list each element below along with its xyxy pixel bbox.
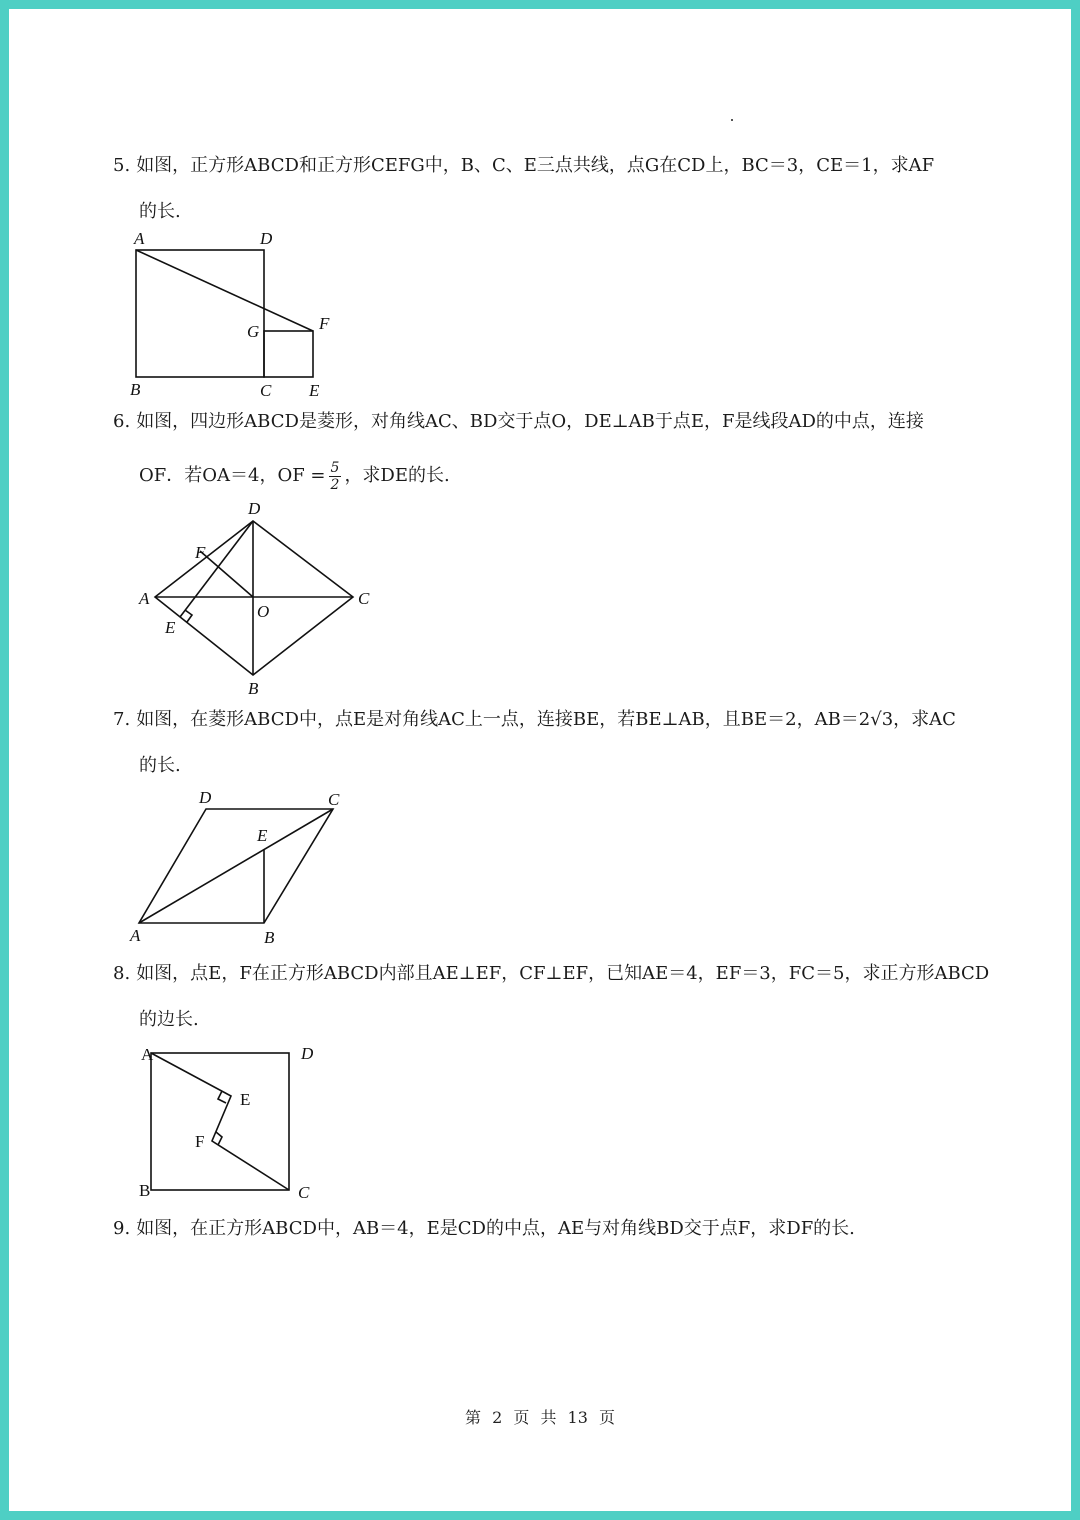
fraction (329, 460, 342, 493)
label-e: E (165, 618, 176, 637)
label-c: C (328, 790, 340, 809)
question-text-line1: 如图，在正方形ABCD中，AB＝4，E是CD的中点，AE与对角线BD交于点F，求DF的长. (136, 1218, 855, 1239)
question-number: 8. (113, 963, 131, 984)
stray-dot (731, 119, 733, 121)
label-e: E (240, 1090, 251, 1109)
question-text-line2: 的边长. (139, 1009, 199, 1030)
question-text-line2: 的长. (139, 755, 181, 776)
label-f: F (319, 314, 330, 333)
figure-7 (127, 779, 377, 949)
question-5 (113, 143, 993, 235)
figure-8 (127, 1039, 327, 1209)
question-text-part: ，求DE的长. (344, 465, 450, 486)
question-number: 5. (113, 155, 131, 176)
question-number: 7. (113, 709, 131, 730)
square-abcd (136, 250, 264, 377)
label-d: D (301, 1044, 314, 1063)
fraction-numerator: 5 (330, 459, 340, 476)
right-angle-mark-f (216, 1132, 222, 1145)
label-f: F (195, 543, 206, 562)
label-a: A (130, 926, 141, 945)
figure-6 (127, 493, 387, 703)
label-b: B (248, 679, 259, 698)
label-b: B (264, 928, 275, 947)
question-6 (113, 399, 993, 499)
segment-af (136, 250, 313, 331)
question-text-line2: 的长. (139, 201, 181, 222)
right-angle-mark-e (185, 610, 192, 622)
rhombus-abcd (155, 521, 353, 675)
question-text-part: OF．若OA＝4，OF = (139, 465, 326, 486)
question-text-line1: 如图，在菱形ABCD中，点E是对角线AC上一点，连接BE，若BE⊥AB，且BE＝2，AB＝2√3，求AC (136, 709, 956, 730)
label-d: D (199, 788, 212, 807)
question-number: 9. (113, 1218, 131, 1239)
label-d: D (260, 229, 273, 248)
label-b: B (130, 380, 141, 399)
label-e: E (257, 826, 268, 845)
question-number: 6. (113, 411, 131, 432)
question-9 (113, 1206, 993, 1252)
segment-of (200, 551, 253, 597)
label-o: O (257, 602, 270, 621)
label-c: C (260, 381, 272, 400)
question-text-line1: 如图，正方形ABCD和正方形CEFG中，B、C、E三点共线，点G在CD上，BC＝3，CE＝1，求AF (136, 155, 935, 176)
label-b: B (139, 1181, 151, 1200)
question-7 (113, 697, 993, 789)
label-g: G (247, 322, 260, 341)
label-f: F (195, 1132, 205, 1151)
question-text-line1: 如图，点E，F在正方形ABCD内部且AE⊥EF，CF⊥EF，已知AE＝4，EF＝3，FC＝5，求正方形ABCD (136, 963, 990, 984)
label-a: A (141, 1045, 154, 1064)
page-footer: 第 2 页 共 13 页 (465, 1408, 615, 1427)
label-a: A (134, 229, 145, 248)
diagonal-ac (139, 809, 333, 923)
page (9, 9, 1071, 1511)
label-c: C (298, 1183, 310, 1202)
question-8 (113, 951, 993, 1043)
square-cefg (264, 331, 313, 377)
label-d: D (248, 499, 261, 518)
figure-5 (127, 223, 357, 403)
label-a: A (139, 589, 150, 608)
label-e: E (309, 381, 320, 400)
question-text-line1: 如图，四边形ABCD是菱形，对角线AC、BD交于点O，DE⊥AB于点E，F是线段AD的中点，连接 (136, 411, 924, 432)
path-a-e-f-c (151, 1053, 289, 1190)
label-c: C (358, 589, 370, 608)
fraction-denominator: 2 (330, 476, 340, 493)
